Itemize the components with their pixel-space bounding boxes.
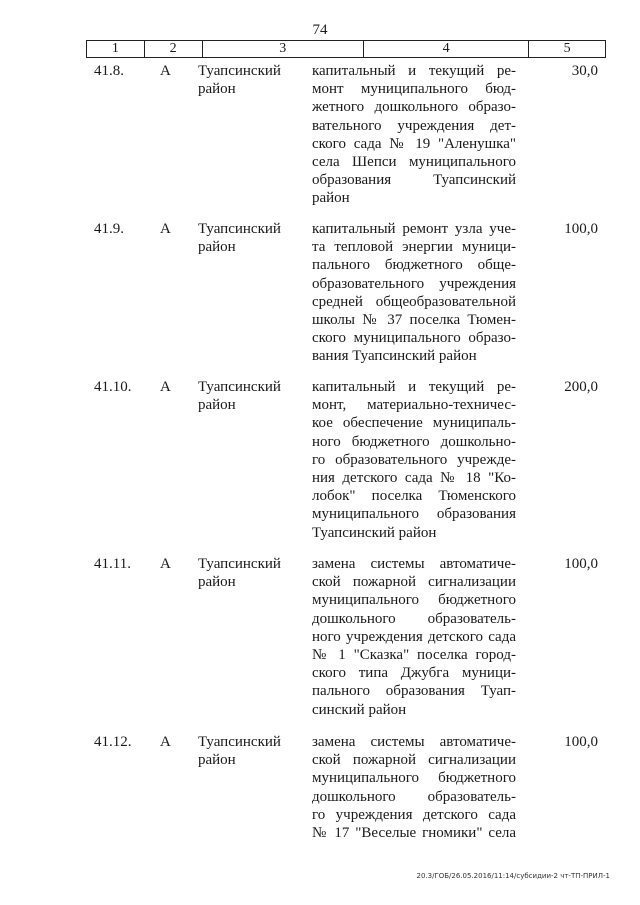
- description-line: дошкольного образователь-: [312, 610, 516, 627]
- row-district: [198, 555, 298, 591]
- description-line: замена системы автоматиче-: [312, 556, 516, 572]
- description-line: школы № 37 поселка Тюмен-: [312, 312, 516, 329]
- description-line: образовательного учреждения: [312, 275, 516, 292]
- description-line: кое обеспечение муниципаль-: [312, 415, 516, 432]
- description-line: ного учреждения детского сада: [312, 628, 516, 645]
- district-line: Туапсинский: [198, 63, 281, 79]
- description-line: Туапсинский район: [312, 524, 437, 541]
- description-line: синский район: [312, 701, 407, 718]
- description-line: ского сада № 19 "Аленушка": [312, 135, 516, 152]
- description-line: лобок" поселка Тюменского: [312, 488, 516, 505]
- row-description: [312, 220, 516, 366]
- row-amount: 200,0: [564, 379, 598, 395]
- document-footer-code: 20.3/ГОБ/26.05.2016/11:14/субсидии-2 чт-ТП-ПРИЛ-1: [416, 872, 610, 880]
- row-amount: 100,0: [564, 734, 598, 750]
- description-line: ния детского сада № 18 "Ко-: [312, 470, 516, 487]
- description-line: го образовательного учрежде-: [312, 451, 516, 468]
- row-category: А: [160, 556, 171, 572]
- row-number: 41.11.: [94, 556, 131, 572]
- row-category: А: [160, 379, 171, 395]
- row-description: [312, 62, 516, 208]
- row-amount: 100,0: [564, 221, 598, 237]
- description-line: № 17 "Веселые гномики" села: [312, 825, 516, 842]
- description-line: ского муниципального образо-: [312, 330, 516, 347]
- row-amount: 30,0: [571, 63, 598, 79]
- row-number: 41.9.: [94, 221, 124, 237]
- district-line: Туапсинский: [198, 221, 281, 237]
- description-line: монт, материально-техничес-: [312, 397, 516, 414]
- district-line: Туапсинский: [198, 734, 281, 750]
- row-district: [198, 378, 298, 414]
- header-col-4: 4: [364, 41, 529, 57]
- description-line: замена системы автоматиче-: [312, 734, 516, 750]
- description-line: ской пожарной сигнализации: [312, 752, 516, 769]
- row-category: А: [160, 63, 171, 79]
- description-line: капитальный и текущий ре-: [312, 379, 516, 395]
- row-description: [312, 733, 516, 842]
- table-header: [86, 40, 606, 58]
- district-line: Туапсинский: [198, 556, 281, 572]
- district-line: район: [198, 239, 236, 256]
- row-number: 41.10.: [94, 379, 132, 395]
- description-line: образования Туапсинский: [312, 172, 516, 189]
- district-line: район: [198, 397, 236, 414]
- description-line: капитальный ремонт узла уче-: [312, 221, 516, 237]
- row-description: [312, 378, 516, 542]
- row-district: [198, 733, 298, 769]
- description-line: муниципального бюджетного: [312, 770, 516, 787]
- description-line: дошкольного образователь-: [312, 788, 516, 805]
- row-district: [198, 62, 298, 98]
- row-district: [198, 220, 298, 256]
- description-line: пального бюджетного обще-: [312, 257, 516, 274]
- description-line: пального образования Туап-: [312, 683, 516, 700]
- description-line: муниципального бюджетного: [312, 592, 516, 609]
- page-number: 74: [312, 22, 328, 38]
- district-line: район: [198, 574, 236, 591]
- description-line: район: [312, 190, 350, 207]
- description-line: та тепловой энергии муници-: [312, 239, 516, 256]
- description-line: ского типа Джубга муници-: [312, 665, 516, 682]
- row-number: 41.8.: [94, 63, 124, 79]
- header-col-2: 2: [145, 41, 203, 57]
- header-col-1: 1: [87, 41, 145, 57]
- description-line: вания Туапсинский район: [312, 348, 477, 365]
- row-description: [312, 555, 516, 719]
- description-line: № 1 "Сказка" поселка город-: [312, 647, 516, 664]
- description-line: средней общеобразовательной: [312, 293, 516, 310]
- district-line: Туапсинский: [198, 379, 281, 395]
- row-category: А: [160, 221, 171, 237]
- row-amount: 100,0: [564, 556, 598, 572]
- description-line: ного бюджетного дошкольно-: [312, 433, 516, 450]
- header-col-5: 5: [563, 41, 571, 56]
- description-line: капитальный и текущий ре-: [312, 63, 516, 79]
- row-number: 41.12.: [94, 734, 132, 750]
- description-line: го учреждения детского сада: [312, 806, 516, 823]
- description-line: муниципального образования: [312, 506, 516, 523]
- description-line: вательного учреждения дет-: [312, 117, 516, 134]
- description-line: ской пожарной сигнализации: [312, 574, 516, 591]
- description-line: села Шепси муниципального: [312, 154, 516, 171]
- description-line: жетного дошкольного образо-: [312, 99, 516, 116]
- row-category: А: [160, 734, 171, 750]
- district-line: район: [198, 752, 236, 769]
- header-col-3: 3: [203, 41, 364, 57]
- description-line: монт муниципального бюд-: [312, 81, 516, 98]
- district-line: район: [198, 81, 236, 98]
